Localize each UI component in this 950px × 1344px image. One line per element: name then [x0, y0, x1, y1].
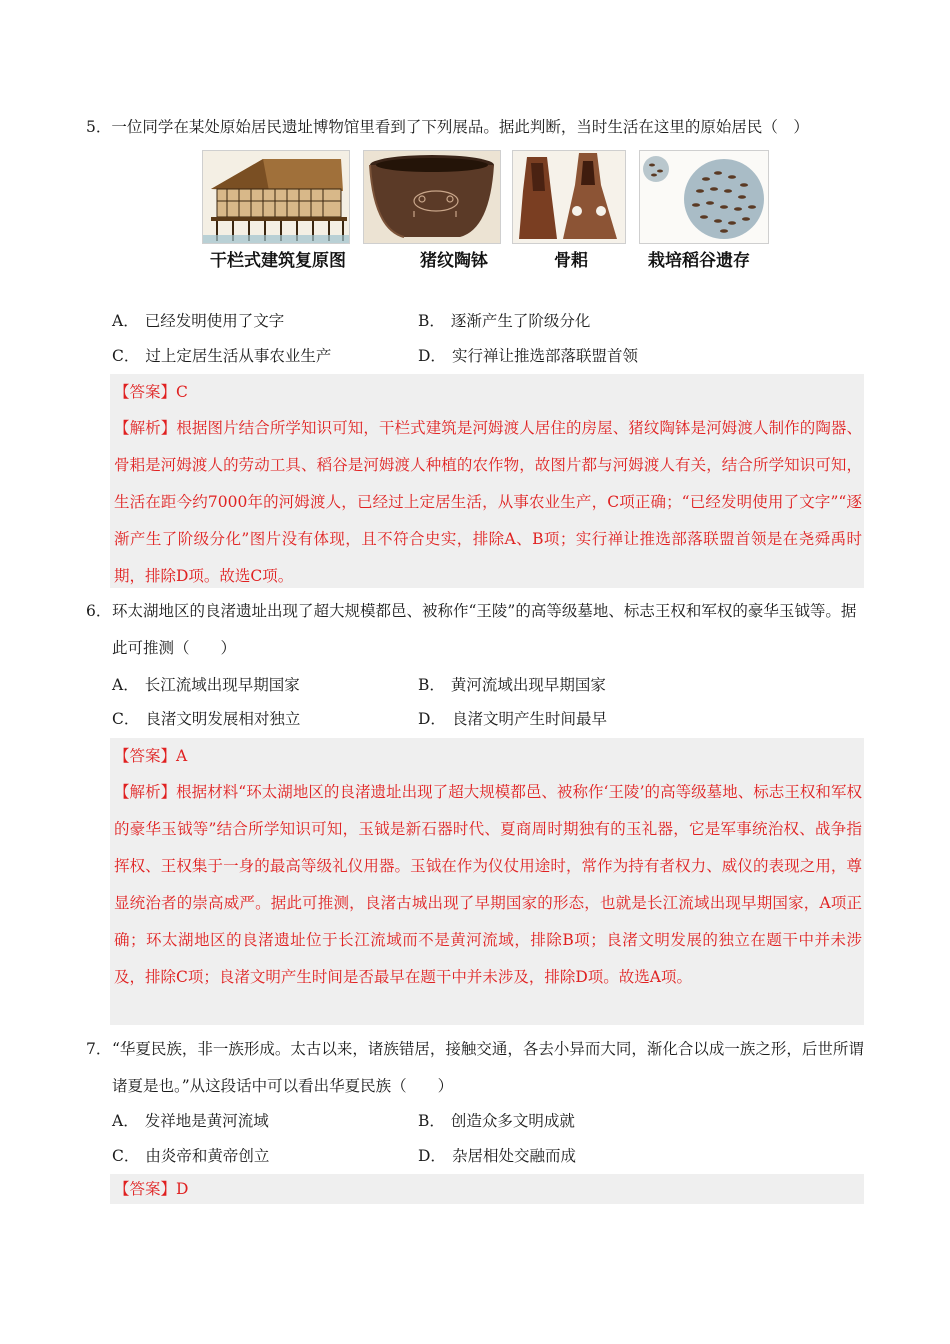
bone-spade-icon	[512, 150, 626, 244]
option-text: 长江流域出现早期国家	[144, 676, 300, 694]
option-letter: D．	[418, 347, 446, 365]
question-6-number: 6．	[86, 602, 112, 620]
option-letter: A．	[112, 312, 139, 330]
option-letter: D．	[418, 710, 446, 728]
question-7-text: “华夏民族，非一族形成。太古以来，诸族错居，接触交通，各去小异而大同，渐化合以成一族之形，后世所谓诸夏是也。”从这段话中可以看出华夏民族（ ）	[112, 1040, 864, 1095]
option-c	[112, 1139, 269, 1173]
option-a	[112, 304, 284, 338]
option-letter: C．	[112, 710, 140, 728]
option-c	[112, 702, 300, 736]
answer-label: 【答案】D	[114, 1180, 189, 1198]
option-text: 过上定居生活从事农业生产	[145, 347, 332, 365]
option-letter: C．	[112, 1147, 140, 1165]
question-6-text: 环太湖地区的良渚遗址出现了超大规模都邑、被称作“王陵”的高等级墓地、标志王权和军权的豪华玉钺等。据此可推测（ ）	[112, 602, 857, 657]
figure-caption: 干栏式建筑复原图	[210, 251, 346, 271]
answer-box	[110, 738, 864, 1025]
option-b	[418, 304, 590, 338]
answer-box	[110, 374, 864, 588]
option-text: 良渚文明发展相对独立	[145, 710, 301, 728]
option-text: 杂居相处交融而成	[451, 1147, 576, 1165]
option-b	[418, 1104, 575, 1138]
question-5-number: 5．	[86, 118, 112, 136]
answer-label: 【答案】A	[114, 747, 188, 765]
explanation-text: 【解析】根据图片结合所学知识可知，干栏式建筑是河姆渡人居住的房屋、猪纹陶钵是河姆渡人制作的陶器、骨耜是河姆渡人的劳动工具、稻谷是河姆渡人种植的农作物，故图片都与河姆渡人有关，结合所学知识可知，生活在距今约7000年的河姆渡人，已经过上定居生活，从事农业生产，C项正确；“已经发明使用了文字”“逐渐产生了阶级分化”图片没有体现，且不符合史实，排除A、B项；实行禅让推选部落联盟首领是在尧舜禹时期，排除D项。故选C项。	[114, 419, 862, 585]
option-text: 实行禅让推选部落联盟首领	[451, 347, 638, 365]
question-5-figures	[202, 150, 782, 275]
question-5-text: 一位同学在某处原始居民遗址博物馆里看到了下列展品。据此判断，当时生活在这里的原始居民（ ）	[111, 118, 809, 136]
option-letter: A．	[112, 1112, 139, 1130]
answer-box	[110, 1174, 864, 1204]
option-letter: B．	[418, 1112, 445, 1130]
rice-grain-icon	[639, 150, 769, 244]
option-text: 由炎帝和黄帝创立	[145, 1147, 270, 1165]
stilt-house-icon	[202, 150, 350, 244]
question-5-stem	[86, 109, 866, 146]
answer-label: 【答案】C	[114, 383, 188, 401]
option-b	[418, 668, 606, 702]
pottery-bowl-icon	[363, 150, 501, 244]
figure-caption: 骨耜	[554, 251, 588, 271]
option-text: 逐渐产生了阶级分化	[450, 312, 591, 330]
figure-caption: 栽培稻谷遗存	[648, 251, 750, 271]
option-text: 已经发明使用了文字	[144, 312, 285, 330]
option-letter: B．	[418, 676, 445, 694]
explanation-text: 【解析】根据材料“环太湖地区的良渚遗址出现了超大规模都邑、被称作‘王陵’的高等级墓地、标志王权和军权的豪华玉钺等”结合所学知识可知，玉钺是新石器时代、夏商周时期独有的玉礼器，它是军事统治权、战争指挥权、王权集于一身的最高等级礼仪用器。玉钺在作为仪仗用途时，常作为持有者权力、威仪的表现之用，尊显统治者的崇高威严。据此可推测，良渚古城出现了早期国家的形态，也就是长江流域出现早期国家，A项正确；环太湖地区的良渚遗址位于长江流域而不是黄河流域，排除B项；良渚文明发展的独立在题干中并未涉及，排除C项；良渚文明产生时间是否最早在题干中并未涉及，排除D项。故选A项。	[114, 783, 862, 986]
question-7-number: 7．	[86, 1040, 112, 1058]
option-text: 发祥地是黄河流域	[144, 1112, 269, 1130]
option-d	[418, 1139, 576, 1173]
option-d	[418, 339, 638, 373]
option-text: 创造众多文明成就	[450, 1112, 575, 1130]
option-a	[112, 668, 300, 702]
option-text: 良渚文明产生时间最早	[451, 710, 607, 728]
option-text: 黄河流域出现早期国家	[450, 676, 606, 694]
option-c	[112, 339, 331, 373]
figure-caption: 猪纹陶钵	[420, 251, 488, 271]
option-a	[112, 1104, 269, 1138]
option-letter: B．	[418, 312, 445, 330]
option-letter: D．	[418, 1147, 446, 1165]
option-d	[418, 702, 607, 736]
option-letter: A．	[112, 676, 139, 694]
option-letter: C．	[112, 347, 140, 365]
